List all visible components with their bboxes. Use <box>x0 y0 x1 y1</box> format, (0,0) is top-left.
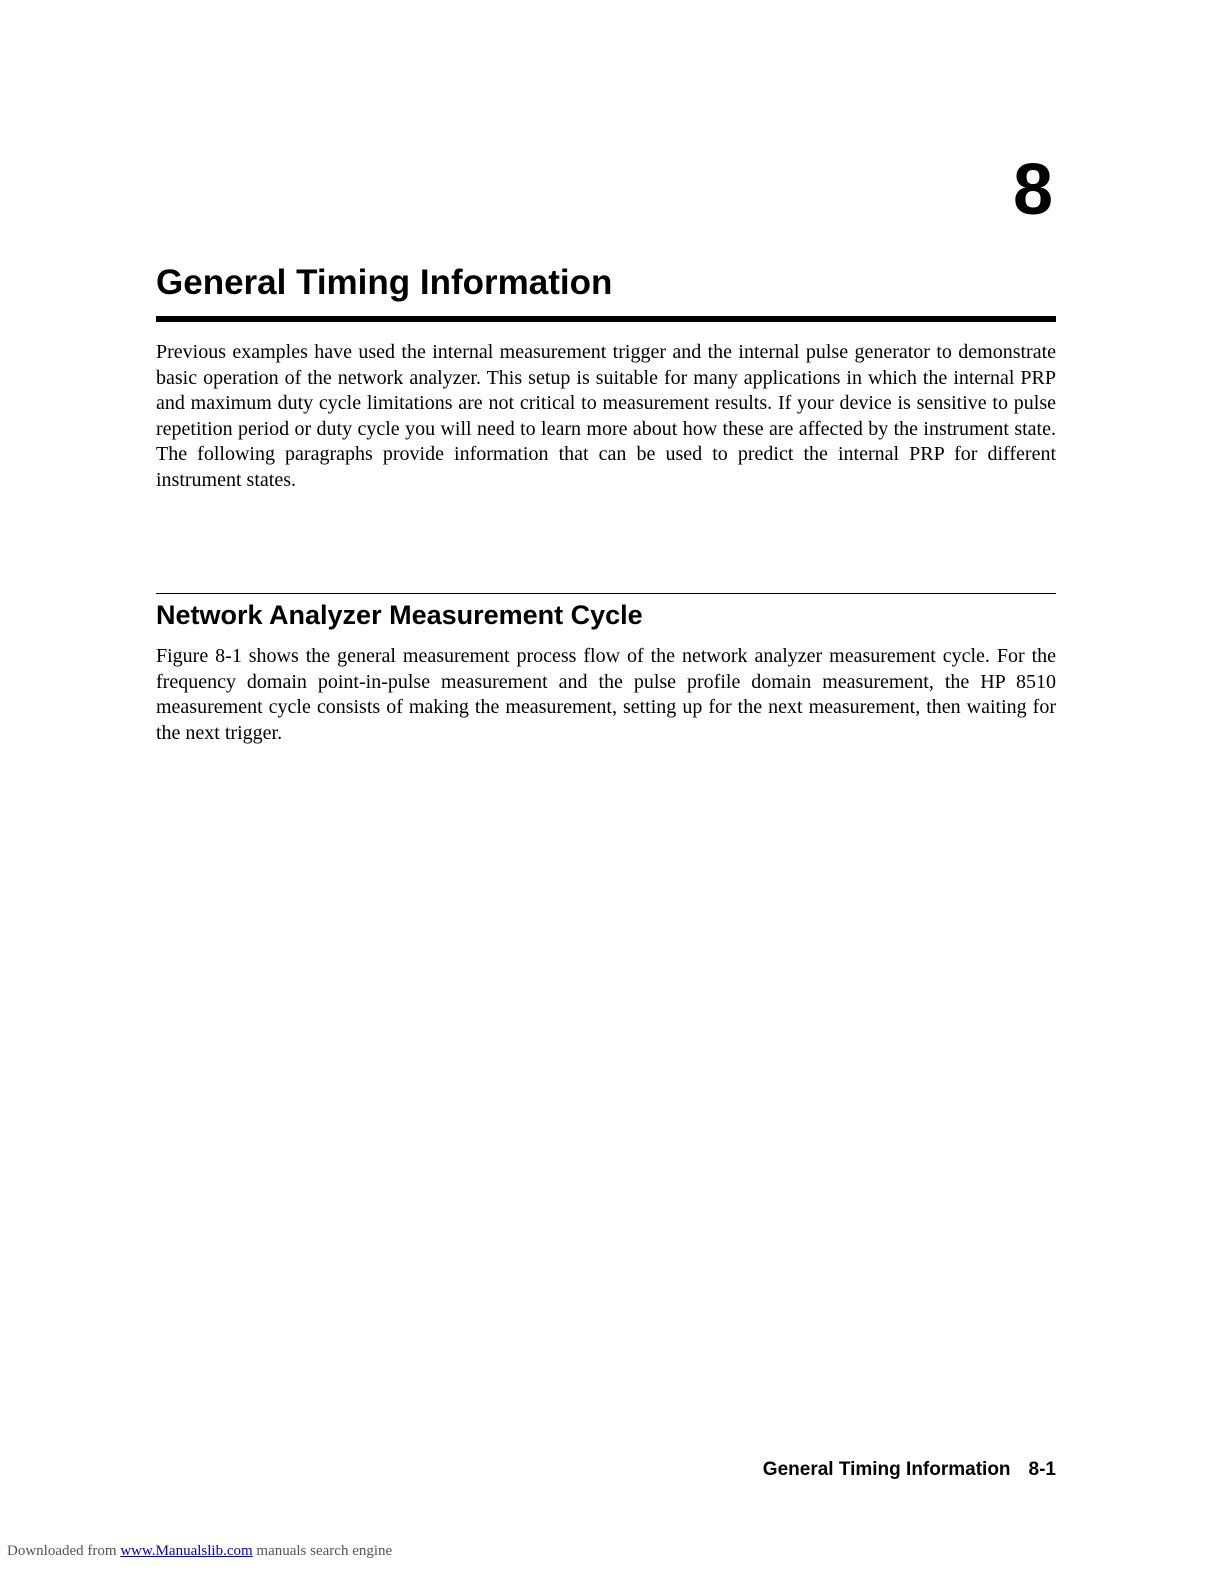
download-note <box>7 1542 392 1560</box>
download-suffix: manuals search engine <box>256 1543 393 1559</box>
section-divider <box>156 593 1056 594</box>
section-paragraph: Figure 8-1 shows the general measurement process flow of the network analyzer measurement cycle. For the frequency domain point-in-pulse measurement and the pulse profile domain measurement, the HP 8510 measurement cycle consists of making the measurement, setting up for the next measurement, then waiting for the next trigger. <box>156 645 1056 744</box>
section-title: Network Analyzer Measurement Cycle <box>156 600 643 630</box>
page-footer <box>763 1458 1056 1482</box>
chapter-title-rule <box>156 316 1056 322</box>
chapter-number: 8 <box>1012 150 1052 230</box>
download-prefix: Downloaded from <box>7 1543 117 1559</box>
page-number: 8-1 <box>1028 1459 1056 1480</box>
chapter-title: General Timing Information <box>156 263 613 302</box>
intro-paragraph: Previous examples have used the internal measurement trigger and the internal pulse generator to demonstrate basic operation of the network analyzer. This setup is suitable for many applications in which the internal PRP and maximum duty cycle limitations are not critical to measurement results. If your device is sensitive to pulse repetition period or duty cycle you will need to learn more about how these are affected by the instrument state. The following paragraphs provide information that can be used to predict the internal PRP for different instrument states. <box>156 341 1056 491</box>
footer-title: General Timing Information <box>762 1459 1011 1480</box>
manualslib-link[interactable]: www.Manualslib.com <box>120 1543 253 1559</box>
